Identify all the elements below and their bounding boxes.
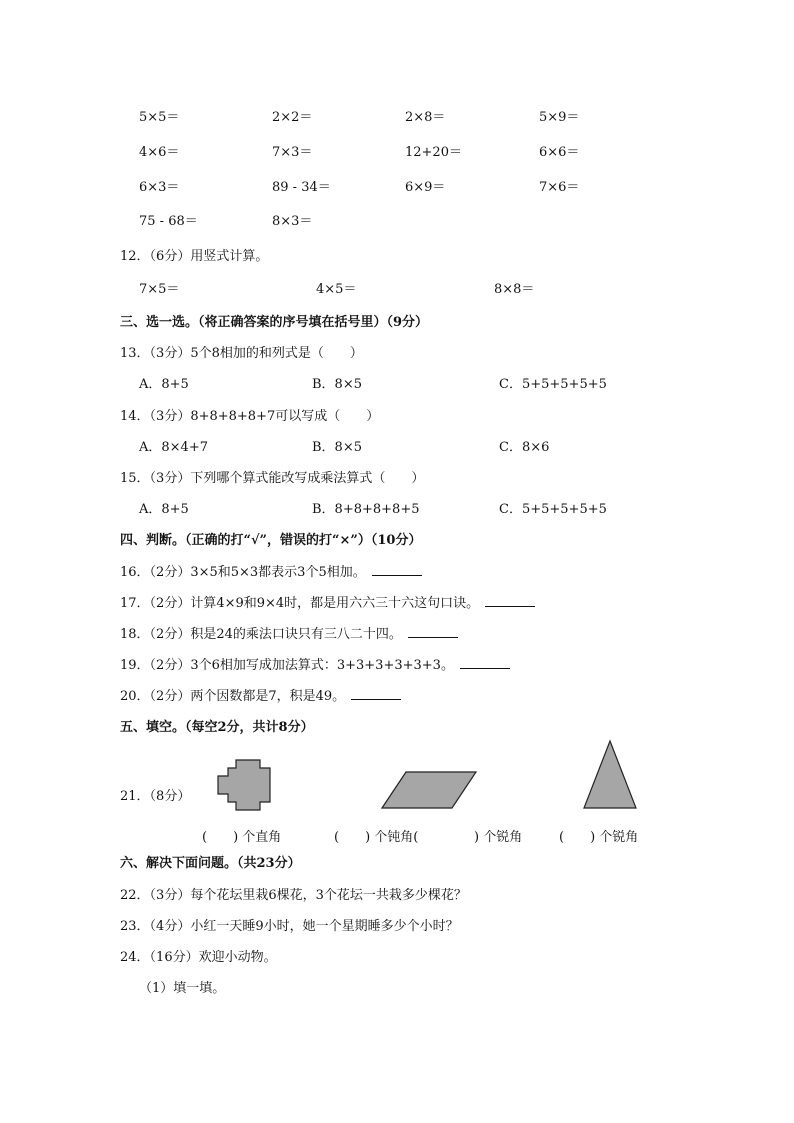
calc-item: 75 - 68＝: [139, 214, 198, 229]
shapes-figure: [200, 738, 660, 818]
question-text: 17．（2分）计算4×9和9×4时，都是用六六三十六这句口诀。: [120, 596, 480, 611]
calc-item: 6×3＝: [139, 180, 180, 195]
section-heading-5: 五、填空。（每空2分，共计8分）: [120, 720, 314, 735]
calc-item: 7×5＝: [139, 282, 180, 297]
option-c: C．8×6: [499, 440, 550, 455]
obtuse-angle-label: ( ) 个钝角(: [334, 830, 419, 845]
calc-item: 89 - 34＝: [272, 180, 331, 195]
calc-item: 2×2＝: [272, 110, 313, 125]
calc-item: 12+20＝: [405, 145, 462, 160]
acute-angle-label-2: ( ) 个锐角: [559, 830, 639, 845]
question-text: 19．（2分）3个6相加写成加法算式：3+3+3+3+3+3。: [120, 658, 454, 673]
question-23: 23．（4分）小红一天睡9小时，她一个星期睡多少个小时？: [120, 919, 459, 934]
question-14: 14．（3分）8+8+8+8+7可以写成（ ）: [120, 409, 380, 424]
calc-item: 4×5＝: [316, 282, 357, 297]
option-b: B．8+8+8+8+5: [312, 502, 420, 517]
section-heading-4: 四、判断。（正确的打“√”，错误的打“×”）（10分）: [120, 533, 422, 548]
option-a: A．8+5: [139, 502, 189, 517]
answer-blank[interactable]: [351, 687, 401, 700]
answer-blank[interactable]: [460, 656, 510, 669]
question-15: 15．（3分）下列哪个算式能改写成乘法算式（ ）: [120, 471, 425, 486]
calc-item: 5×9＝: [539, 110, 580, 125]
calc-item: 6×9＝: [405, 180, 446, 195]
section-heading-6: 六、解决下面问题。（共23分）: [120, 856, 301, 871]
question-text: 18．（2分）积是24的乘法口诀只有三八二十四。: [120, 627, 402, 642]
question-20: [120, 685, 401, 704]
right-angle-label: ( ) 个直角: [202, 830, 282, 845]
option-c: C．5+5+5+5+5: [499, 502, 607, 517]
calc-item: 2×8＝: [405, 110, 446, 125]
answer-blank[interactable]: [372, 563, 422, 576]
question-13: 13．（3分）5个8相加的和列式是（ ）: [120, 346, 363, 361]
sub-question-1: （1）填一填。: [139, 981, 226, 996]
calc-item: 7×3＝: [272, 145, 313, 160]
triangle-shape: [584, 741, 636, 808]
calc-item: 8×8＝: [494, 282, 535, 297]
option-b: B．8×5: [312, 440, 362, 455]
question-24: 24．（16分）欢迎小动物。: [120, 950, 277, 965]
parallelogram-shape: [382, 772, 476, 808]
question-text: 16．（2分）3×5和5×3都表示3个5相加。: [120, 565, 366, 580]
calc-item: 5×5＝: [139, 110, 180, 125]
question-18: [120, 623, 458, 642]
answer-blank[interactable]: [408, 625, 458, 638]
question-16: [120, 561, 422, 580]
calc-item: 4×6＝: [139, 145, 180, 160]
cross-shape: [218, 760, 270, 810]
option-b: B．8×5: [312, 377, 362, 392]
option-c: C．5+5+5+5+5: [499, 377, 607, 392]
option-a: A．8+5: [139, 377, 189, 392]
calc-item: 8×3＝: [272, 214, 313, 229]
calc-item: 6×6＝: [539, 145, 580, 160]
question-19: [120, 654, 510, 673]
question-22: 22．（3分）每个花坛里栽6棵花，3个花坛一共栽多少棵花？: [120, 888, 467, 903]
calc-item: 7×6＝: [539, 180, 580, 195]
question-12: 12．（6分）用竖式计算。: [120, 249, 269, 264]
question-17: [120, 592, 535, 611]
acute-angle-label: ) 个锐角: [474, 830, 523, 845]
answer-blank[interactable]: [485, 594, 535, 607]
question-text: 20．（2分）两个因数都是7，积是49。: [120, 689, 346, 704]
question-21: 21．（8分）: [120, 789, 191, 804]
section-heading-3: 三、选一选。（将正确答案的序号填在括号里）（9分）: [120, 315, 429, 330]
option-a: A．8×4+7: [139, 440, 208, 455]
